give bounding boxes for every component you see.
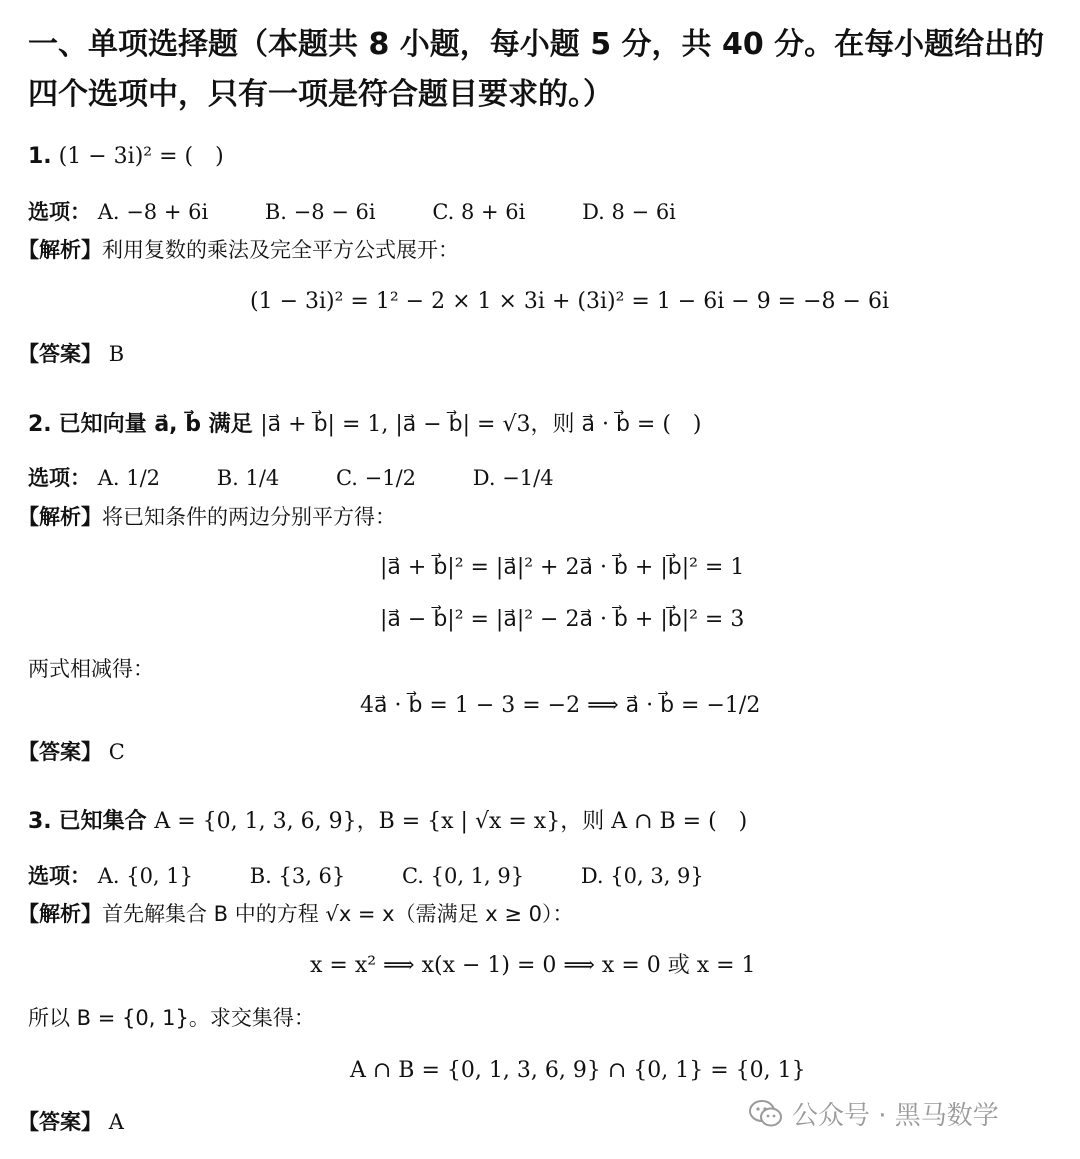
question-number: 1. <box>28 144 52 169</box>
option-b: B. 1/4 <box>216 466 280 490</box>
option-b: B. {3, 6} <box>249 864 346 888</box>
question-1-analysis <box>18 236 459 264</box>
answer-label: 【答案】 <box>18 342 102 366</box>
analysis-label: 【解析】 <box>18 505 102 529</box>
question-number: 3. <box>28 809 52 834</box>
analysis-text: 利用复数的乘法及完全平方公式展开： <box>102 238 459 262</box>
option-c: C. {0, 1, 9} <box>401 864 525 888</box>
question-1-answer <box>18 340 125 368</box>
question-1-stem <box>28 142 224 172</box>
analysis-label: 【解析】 <box>18 238 102 262</box>
question-3-equation-1: x = x² ⟹ x(x − 1) = 0 ⟹ x = 0 或 x = 1 <box>310 953 756 978</box>
analysis-text: 将已知条件的两边分别平方得： <box>102 505 396 529</box>
question-3-stem <box>28 807 747 837</box>
option-a: A. {0, 1} <box>97 864 193 888</box>
analysis-text: 首先解集合 B 中的方程 √x = x（需满足 x ≥ 0）： <box>102 902 574 926</box>
answer-label: 【答案】 <box>18 1110 102 1134</box>
option-a: A. 1/2 <box>97 466 161 490</box>
option-d: D. 8 − 6i <box>582 200 676 224</box>
question-3-options <box>28 862 754 890</box>
question-3-extra-text: 所以 B = {0, 1}。求交集得： <box>28 1006 315 1030</box>
answer-label: 【答案】 <box>18 740 102 764</box>
question-math: |a⃗ + b⃗| = 1, |a⃗ − b⃗| = √3，则 a⃗ · b⃗ = ( ) <box>260 412 702 437</box>
answer-value: C <box>108 740 125 764</box>
question-2-answer <box>18 738 125 766</box>
option-c: C. −1/2 <box>335 466 417 490</box>
question-3-analysis <box>18 900 574 928</box>
options-label: 选项： <box>28 200 91 224</box>
question-text: 已知向量 a⃗, b⃗ 满足 <box>58 412 261 437</box>
option-d: D. −1/4 <box>472 466 554 490</box>
question-2-equation-1: |a⃗ + b⃗|² = |a⃗|² + 2a⃗ · b⃗ + |b⃗|² = 1 <box>380 555 745 580</box>
options-label: 选项： <box>28 466 91 490</box>
question-2-stem <box>28 410 702 440</box>
question-2-equation-2: |a⃗ − b⃗|² = |a⃗|² − 2a⃗ · b⃗ + |b⃗|² = 3 <box>380 607 745 632</box>
option-a: A. −8 + 6i <box>97 200 209 224</box>
question-1-equation-1: (1 − 3i)² = 1² − 2 × 1 × 3i + (3i)² = 1 − 6i − 9 = −8 − 6i <box>250 289 889 314</box>
watermark-text: 公众号 · 黑马数学 <box>792 1101 999 1131</box>
options-label: 选项： <box>28 864 91 888</box>
option-d: D. {0, 3, 9} <box>580 864 704 888</box>
watermark <box>748 1095 999 1132</box>
answer-value: A <box>108 1110 124 1134</box>
question-text: 已知集合 <box>58 809 155 834</box>
analysis-label: 【解析】 <box>18 902 102 926</box>
question-2-analysis <box>18 503 396 531</box>
question-2-extra-text: 两式相减得： <box>28 657 154 681</box>
option-b: B. −8 − 6i <box>264 200 376 224</box>
question-3-equation-2: A ∩ B = {0, 1, 3, 6, 9} ∩ {0, 1} = {0, 1} <box>350 1058 806 1083</box>
question-2-options <box>28 464 604 492</box>
question-number: 2. <box>28 412 52 437</box>
option-c: C. 8 + 6i <box>432 200 526 224</box>
wechat-icon <box>748 1099 784 1129</box>
question-math: A = {0, 1, 3, 6, 9}，B = {x | √x = x}，则 A ∩ B = ( ) <box>154 809 748 834</box>
question-2-equation-3: 4a⃗ · b⃗ = 1 − 3 = −2 ⟹ a⃗ · b⃗ = −1/2 <box>360 693 761 718</box>
question-3-answer <box>18 1108 124 1136</box>
answer-value: B <box>108 342 125 366</box>
question-1-options <box>28 198 726 226</box>
question-math: (1 − 3i)² = ( ) <box>58 144 224 169</box>
section-title: 一、单项选择题（本题共 8 小题，每小题 5 分，共 40 分。在每小题给出的四个选项中，只有一项是符合题目要求的。） <box>28 27 1045 112</box>
